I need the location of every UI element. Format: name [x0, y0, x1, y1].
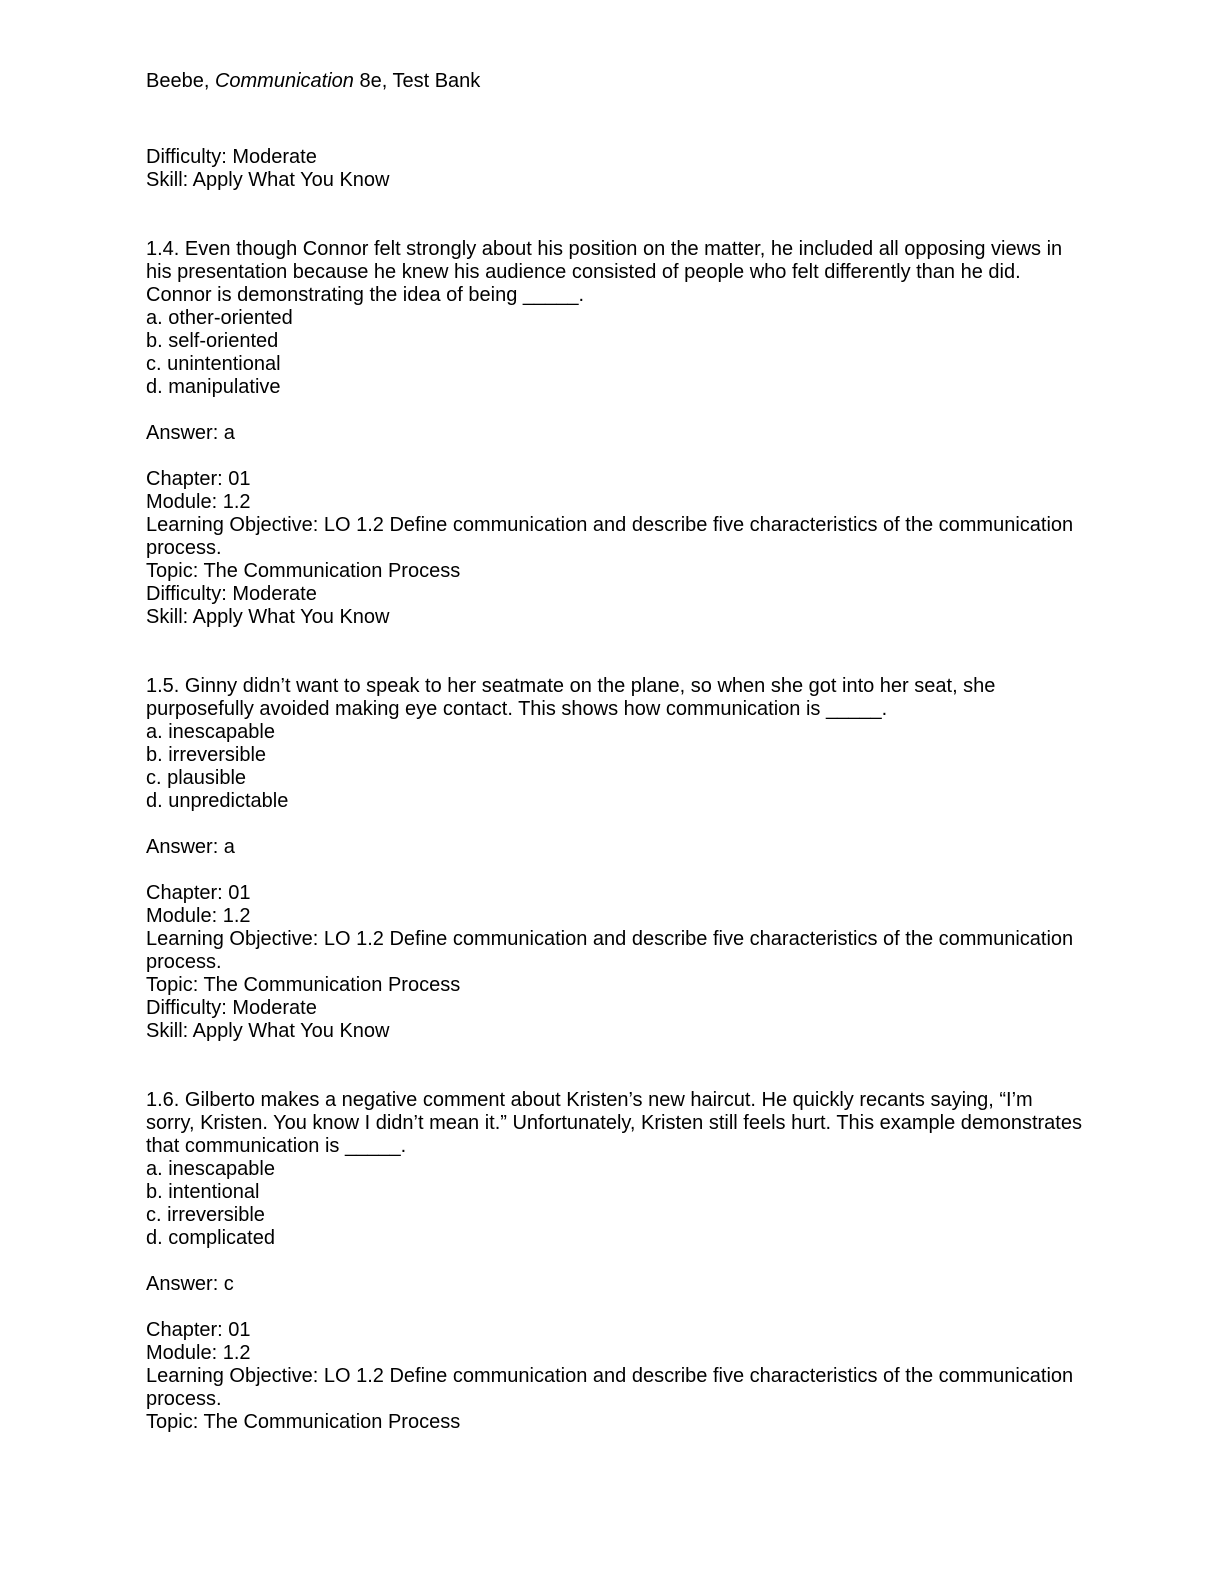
spacer — [146, 399, 1082, 422]
book-title-italic: Communication — [214, 70, 354, 92]
meta-learning-objective: Learning Objective: LO 1.2 Define communication and describe five characteristics of the communication process. — [146, 928, 1074, 973]
question-number: 1.5. — [146, 675, 180, 697]
question-body: Gilberto makes a negative comment about Kristen’s new haircut. He quickly recants saying, “I’m sorry, Kristen. You know I didn’t mean it.” Unfortunately, Kristen still feels hurt. This example demonstrates that communication is _____. — [146, 1089, 1082, 1157]
option-a: a. other-oriented — [146, 307, 293, 329]
question-1-5-text — [146, 675, 1082, 721]
option-b: b. irreversible — [146, 744, 267, 766]
option-d: d. unpredictable — [146, 790, 289, 812]
spacer — [146, 629, 1082, 675]
meta-module: Module: 1.2 — [146, 491, 251, 513]
question-1-6-text — [146, 1089, 1082, 1158]
meta-module: Module: 1.2 — [146, 1342, 251, 1364]
document-body — [146, 146, 1082, 1434]
meta-topic: Topic: The Communication Process — [146, 560, 461, 582]
option-b: b. intentional — [146, 1181, 260, 1203]
spacer — [146, 445, 1082, 468]
option-c: c. unintentional — [146, 353, 281, 375]
answer-line: Answer: a — [146, 836, 235, 858]
page-header — [146, 70, 480, 93]
meta-difficulty: Difficulty: Moderate — [146, 146, 317, 168]
question-number: 1.4. — [146, 238, 180, 260]
question-body: Ginny didn’t want to speak to her seatmate on the plane, so when she got into her seat, she purposefully avoided making eye contact. This shows how communication is _____. — [146, 675, 996, 720]
question-body: Even though Connor felt strongly about his position on the matter, he included all opposing views in his presentation because he knew his audience consisted of people who felt differently than he did. Connor is demonstrating the idea of being _____. — [146, 238, 1063, 306]
meta-learning-objective: Learning Objective: LO 1.2 Define communication and describe five characteristics of the communication process. — [146, 514, 1074, 559]
option-d: d. manipulative — [146, 376, 281, 398]
answer-line: Answer: c — [146, 1273, 234, 1295]
option-a: a. inescapable — [146, 721, 275, 743]
option-c: c. irreversible — [146, 1204, 265, 1226]
meta-topic: Topic: The Communication Process — [146, 1411, 461, 1433]
meta-difficulty: Difficulty: Moderate — [146, 583, 317, 605]
spacer — [146, 859, 1082, 882]
question-number: 1.6. — [146, 1089, 180, 1111]
header-author: Beebe, — [146, 70, 210, 92]
option-d: d. complicated — [146, 1227, 275, 1249]
option-c: c. plausible — [146, 767, 247, 789]
meta-learning-objective: Learning Objective: LO 1.2 Define communication and describe five characteristics of the communication process. — [146, 1365, 1074, 1410]
meta-difficulty: Difficulty: Moderate — [146, 997, 317, 1019]
option-b: b. self-oriented — [146, 330, 279, 352]
spacer — [146, 1296, 1082, 1319]
meta-skill: Skill: Apply What You Know — [146, 169, 390, 191]
option-a: a. inescapable — [146, 1158, 275, 1180]
meta-chapter: Chapter: 01 — [146, 1319, 251, 1341]
meta-skill: Skill: Apply What You Know — [146, 1020, 390, 1042]
meta-module: Module: 1.2 — [146, 905, 251, 927]
meta-chapter: Chapter: 01 — [146, 882, 251, 904]
spacer — [146, 192, 1082, 238]
question-1-4-text — [146, 238, 1082, 307]
meta-skill: Skill: Apply What You Know — [146, 606, 390, 628]
answer-line: Answer: a — [146, 422, 235, 444]
meta-chapter: Chapter: 01 — [146, 468, 251, 490]
spacer — [146, 1043, 1082, 1089]
header-edition: 8e, Test Bank — [359, 70, 481, 92]
spacer — [146, 1250, 1082, 1273]
spacer — [146, 813, 1082, 836]
meta-topic: Topic: The Communication Process — [146, 974, 461, 996]
